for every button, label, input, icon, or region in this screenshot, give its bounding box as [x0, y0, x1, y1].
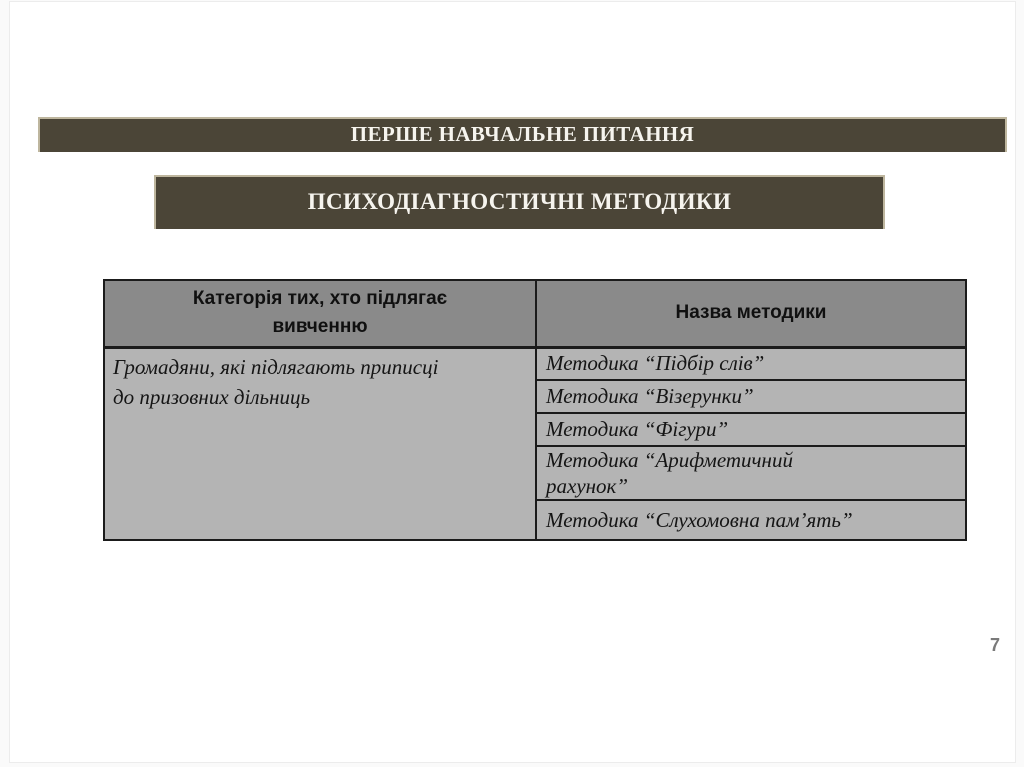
method-text: Методика “Фігури” — [546, 417, 729, 441]
method-text: Методика “Слухомовна пам’ять” — [546, 507, 853, 532]
method-row-cell — [536, 413, 966, 446]
methods-table — [103, 279, 967, 541]
method-row-cell — [536, 446, 966, 500]
table-header-method — [536, 280, 966, 347]
method-text: Методика “Підбір слів” — [546, 351, 765, 376]
page-frame — [9, 1, 1016, 763]
page-number: 7 — [990, 635, 1001, 655]
table-header-category-label: Категорія тих, хто підлягає вивченню — [192, 288, 448, 338]
title-banner: ПСИХОДІАГНОСТИЧНІ МЕТОДИКИ — [154, 175, 885, 229]
method-text: Методика “Арифметичний рахунок” — [546, 448, 793, 498]
category-text: Громадяни, які підлягають приписці до призовних дільниць — [113, 354, 439, 409]
table-header-category — [104, 280, 536, 347]
method-row-cell — [536, 347, 966, 380]
table-header-method-label: Назва методики — [675, 302, 827, 324]
method-row-cell — [536, 500, 966, 540]
method-row-cell — [536, 380, 966, 413]
category-cell — [104, 347, 536, 540]
topic-banner: ПЕРШЕ НАВЧАЛЬНЕ ПИТАННЯ — [38, 117, 1007, 152]
method-text: Методика “Візерунки” — [546, 384, 754, 408]
